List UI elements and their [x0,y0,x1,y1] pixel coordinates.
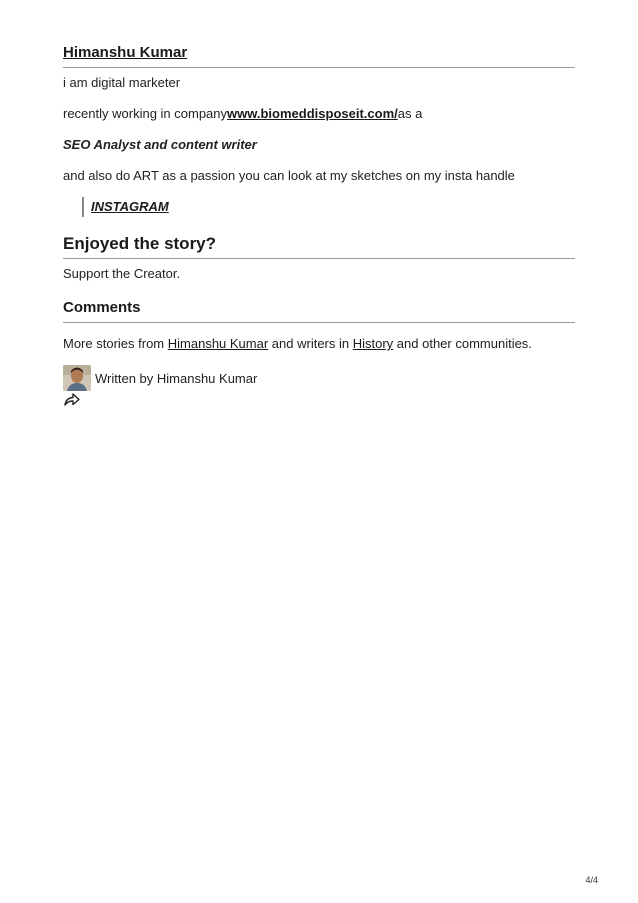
instagram-link[interactable]: INSTAGRAM [91,199,169,214]
share-icon[interactable] [63,391,81,407]
more-stories-suffix: and other communities. [393,336,532,351]
bio-role: SEO Analyst and content writer [63,137,257,152]
share-arrow-icon [63,391,81,407]
divider [63,67,575,68]
more-stories-middle: and writers in [268,336,353,351]
bio-line-2 [63,106,422,121]
bio-line-2-prefix: recently working in company [63,106,228,121]
bio-line-2-suffix: as a [397,106,423,121]
comments-heading: Comments [63,299,141,316]
instagram-blockquote [82,197,169,217]
author-avatar[interactable] [63,365,91,391]
author-name-link[interactable]: Himanshu Kumar [63,44,188,61]
company-link[interactable]: www.biomeddisposeit.com/ [227,106,398,121]
more-stories-line [63,336,532,351]
byline-row [63,365,257,391]
page-number: 4/4 [585,875,598,885]
community-link-history[interactable]: History [352,336,394,351]
more-stories-prefix: More stories from [63,336,168,351]
avatar-photo [63,365,91,391]
byline-text: Written by Himanshu Kumar [95,370,258,386]
divider [63,258,575,259]
divider [63,322,575,323]
bio-line-4: and also do ART as a passion you can look at my sketches on my insta handle [63,168,515,183]
more-stories-author-link[interactable]: Himanshu Kumar [167,336,269,351]
bio-line-1: i am digital marketer [63,75,181,90]
support-text: Support the Creator. [63,266,181,281]
support-heading: Enjoyed the story? [63,234,217,253]
